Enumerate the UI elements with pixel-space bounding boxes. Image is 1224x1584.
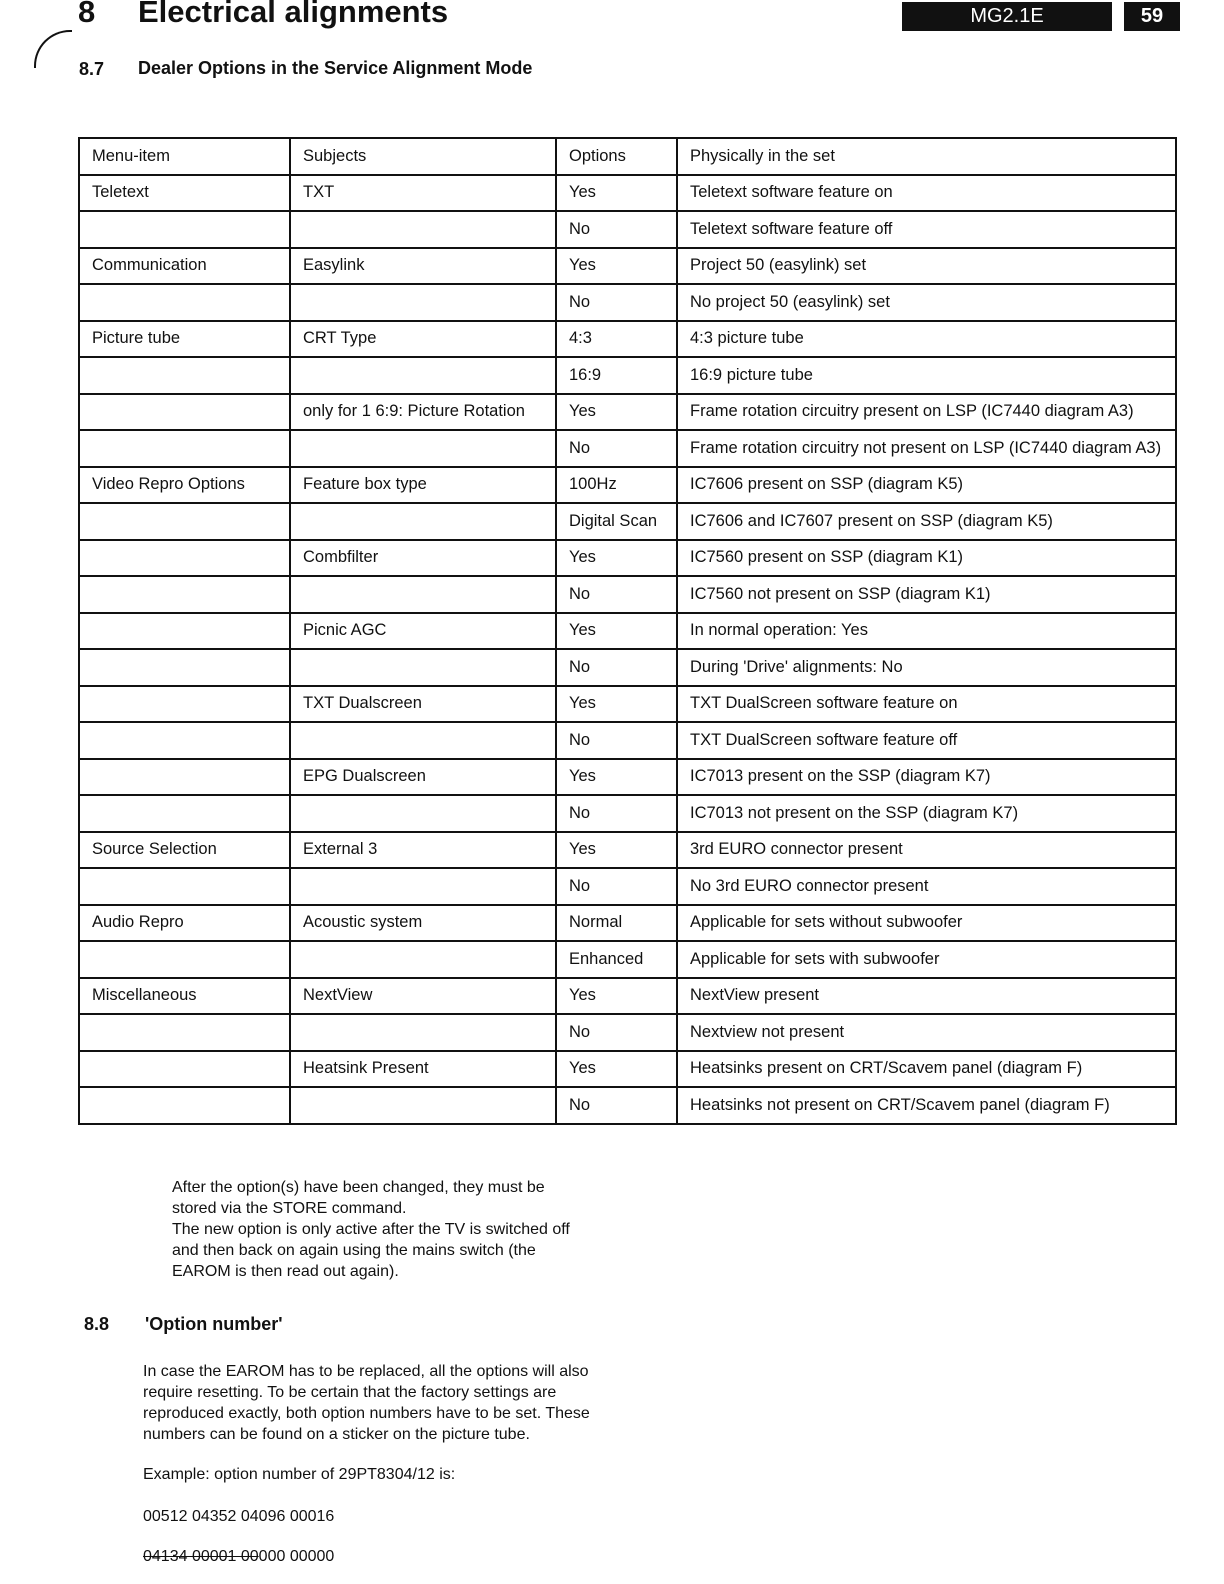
column-header: Menu-item <box>79 138 290 175</box>
subject-cell: NextView <box>290 978 556 1015</box>
option-cell: No <box>556 1014 677 1051</box>
description-cell: Teletext software feature on <box>677 175 1176 212</box>
table-row <box>79 357 1176 394</box>
option-cell: Yes <box>556 175 677 212</box>
subject-cell: Feature box type <box>290 467 556 504</box>
subject-cell: only for 1 6:9: Picture Rotation <box>290 394 556 431</box>
option-cell: 4:3 <box>556 321 677 358</box>
table-row <box>79 941 1176 978</box>
subject-cell <box>290 868 556 905</box>
section-title: 'Option number' <box>145 1314 283 1334</box>
text-line: require resetting. To be certain that the factory settings are <box>143 1384 557 1401</box>
table-row <box>79 613 1176 650</box>
description-cell: No 3rd EURO connector present <box>677 868 1176 905</box>
subject-cell <box>290 211 556 248</box>
text-line: stored via the STORE command. <box>172 1200 407 1217</box>
description-cell: TXT DualScreen software feature on <box>677 686 1176 723</box>
menu-item-cell <box>79 722 290 759</box>
menu-item-cell <box>79 540 290 577</box>
menu-item-cell: Source Selection <box>79 832 290 869</box>
option-cell: Yes <box>556 394 677 431</box>
menu-item-cell <box>79 1014 290 1051</box>
subject-cell <box>290 357 556 394</box>
description-cell: IC7013 not present on the SSP (diagram K7) <box>677 795 1176 832</box>
option-cell: No <box>556 284 677 321</box>
column-header: Physically in the set <box>677 138 1176 175</box>
option-cell: 16:9 <box>556 357 677 394</box>
table-row <box>79 686 1176 723</box>
option-cell: No <box>556 576 677 613</box>
subject-cell <box>290 1087 556 1124</box>
text-line: and then back on again using the mains switch (the <box>172 1242 536 1259</box>
table-row <box>79 540 1176 577</box>
table-row <box>79 211 1176 248</box>
table-body <box>79 138 1176 1124</box>
table-row <box>79 430 1176 467</box>
subject-cell: External 3 <box>290 832 556 869</box>
table-row <box>79 905 1176 942</box>
table-row <box>79 321 1176 358</box>
option-cell: No <box>556 649 677 686</box>
table-header-row <box>79 138 1176 175</box>
table-row <box>79 1087 1176 1124</box>
option-cell: Yes <box>556 759 677 796</box>
option-number-paragraph <box>143 1361 590 1445</box>
table-row <box>79 868 1176 905</box>
subject-cell <box>290 722 556 759</box>
description-cell: IC7606 present on SSP (diagram K5) <box>677 467 1176 504</box>
menu-item-cell: Video Repro Options <box>79 467 290 504</box>
page-number-badge: 59 <box>1124 2 1180 31</box>
corner-mark <box>34 30 72 68</box>
subject-cell: CRT Type <box>290 321 556 358</box>
menu-item-cell: Audio Repro <box>79 905 290 942</box>
text-line: The new option is only active after the TV is switched off <box>172 1221 570 1238</box>
option-cell: No <box>556 868 677 905</box>
menu-item-cell <box>79 503 290 540</box>
menu-item-cell <box>79 649 290 686</box>
menu-item-cell <box>79 686 290 723</box>
table-row <box>79 759 1176 796</box>
menu-item-cell <box>79 868 290 905</box>
subject-cell <box>290 430 556 467</box>
subject-cell <box>290 576 556 613</box>
table-row <box>79 284 1176 321</box>
table-row <box>79 576 1176 613</box>
text-line: In case the EAROM has to be replaced, all the options will also <box>143 1363 589 1380</box>
section-title: Dealer Options in the Service Alignment Mode <box>138 58 533 78</box>
subject-cell <box>290 795 556 832</box>
subject-cell: TXT <box>290 175 556 212</box>
menu-item-cell <box>79 795 290 832</box>
description-cell: 16:9 picture tube <box>677 357 1176 394</box>
menu-item-cell <box>79 394 290 431</box>
subject-cell <box>290 1014 556 1051</box>
table-row <box>79 649 1176 686</box>
option-cell: Yes <box>556 832 677 869</box>
subject-cell <box>290 503 556 540</box>
menu-item-cell <box>79 284 290 321</box>
text-line: EAROM is then read out again). <box>172 1263 399 1280</box>
menu-item-cell <box>79 430 290 467</box>
description-cell: Project 50 (easylink) set <box>677 248 1176 285</box>
description-cell: 4:3 picture tube <box>677 321 1176 358</box>
table-row <box>79 1051 1176 1088</box>
section-number: 8.8 <box>84 1314 110 1334</box>
menu-item-cell <box>79 759 290 796</box>
option-cell: Normal <box>556 905 677 942</box>
table-row <box>79 248 1176 285</box>
menu-item-cell: Picture tube <box>79 321 290 358</box>
option-cell: Digital Scan <box>556 503 677 540</box>
example-label: Example: option number of 29PT8304/12 is: <box>143 1466 456 1483</box>
menu-item-cell <box>79 576 290 613</box>
subject-cell: EPG Dualscreen <box>290 759 556 796</box>
menu-item-cell: Teletext <box>79 175 290 212</box>
table-row <box>79 832 1176 869</box>
option-cell: Yes <box>556 1051 677 1088</box>
option-cell: No <box>556 430 677 467</box>
description-cell: TXT DualScreen software feature off <box>677 722 1176 759</box>
description-cell: IC7560 not present on SSP (diagram K1) <box>677 576 1176 613</box>
description-cell: Frame rotation circuitry present on LSP (IC7440 diagram A3) <box>677 394 1176 431</box>
subject-cell: Easylink <box>290 248 556 285</box>
description-cell: IC7606 and IC7607 present on SSP (diagram K5) <box>677 503 1176 540</box>
description-cell: IC7013 present on the SSP (diagram K7) <box>677 759 1176 796</box>
subject-cell <box>290 649 556 686</box>
text-line: reproduced exactly, both option numbers have to be set. These <box>143 1405 590 1422</box>
menu-item-cell <box>79 357 290 394</box>
option-number-line <box>143 1548 334 1566</box>
description-cell: During 'Drive' alignments: No <box>677 649 1176 686</box>
description-cell: IC7560 present on SSP (diagram K1) <box>677 540 1176 577</box>
option-cell: Yes <box>556 978 677 1015</box>
option-cell: Yes <box>556 686 677 723</box>
description-cell: Applicable for sets with subwoofer <box>677 941 1176 978</box>
option-cell: No <box>556 795 677 832</box>
table-row <box>79 175 1176 212</box>
subject-cell: TXT Dualscreen <box>290 686 556 723</box>
option-cell: Yes <box>556 248 677 285</box>
store-note <box>172 1177 570 1282</box>
menu-item-cell: Miscellaneous <box>79 978 290 1015</box>
struck-text: 04134 00001 00 <box>143 1548 259 1565</box>
description-cell: NextView present <box>677 978 1176 1015</box>
option-cell: No <box>556 1087 677 1124</box>
menu-item-cell <box>79 941 290 978</box>
subject-cell <box>290 941 556 978</box>
option-cell: Enhanced <box>556 941 677 978</box>
description-cell: No project 50 (easylink) set <box>677 284 1176 321</box>
menu-item-cell: Communication <box>79 248 290 285</box>
table-row <box>79 978 1176 1015</box>
table-row <box>79 795 1176 832</box>
description-cell: Applicable for sets without subwoofer <box>677 905 1176 942</box>
subject-cell: Acoustic system <box>290 905 556 942</box>
description-cell: 3rd EURO connector present <box>677 832 1176 869</box>
section-number: 8.7 <box>79 59 105 79</box>
option-cell: No <box>556 211 677 248</box>
table-row <box>79 722 1176 759</box>
dealer-options-table <box>78 137 1177 1125</box>
description-cell: Heatsinks not present on CRT/Scavem panel (diagram F) <box>677 1087 1176 1124</box>
model-badge: MG2.1E <box>902 2 1112 31</box>
table-row <box>79 1014 1176 1051</box>
menu-item-cell <box>79 613 290 650</box>
option-cell: Yes <box>556 540 677 577</box>
text-line: numbers can be found on a sticker on the picture tube. <box>143 1426 530 1443</box>
option-cell: 100Hz <box>556 467 677 504</box>
text-line: After the option(s) have been changed, they must be <box>172 1179 545 1196</box>
chapter-title: Electrical alignments <box>138 0 449 29</box>
column-header: Subjects <box>290 138 556 175</box>
option-number-rest: 000 00000 <box>258 1548 335 1565</box>
description-cell: In normal operation: Yes <box>677 613 1176 650</box>
option-cell: Yes <box>556 613 677 650</box>
menu-item-cell <box>79 211 290 248</box>
column-header: Options <box>556 138 677 175</box>
chapter-number: 8 <box>78 0 96 29</box>
table-row <box>79 503 1176 540</box>
subject-cell: Combfilter <box>290 540 556 577</box>
table-row <box>79 394 1176 431</box>
description-cell: Heatsinks present on CRT/Scavem panel (diagram F) <box>677 1051 1176 1088</box>
description-cell: Nextview not present <box>677 1014 1176 1051</box>
subject-cell: Picnic AGC <box>290 613 556 650</box>
menu-item-cell <box>79 1087 290 1124</box>
option-cell: No <box>556 722 677 759</box>
description-cell: Frame rotation circuitry not present on LSP (IC7440 diagram A3) <box>677 430 1176 467</box>
option-number-line: 00512 04352 04096 00016 <box>143 1508 335 1525</box>
description-cell: Teletext software feature off <box>677 211 1176 248</box>
subject-cell: Heatsink Present <box>290 1051 556 1088</box>
table-row <box>79 467 1176 504</box>
menu-item-cell <box>79 1051 290 1088</box>
subject-cell <box>290 284 556 321</box>
